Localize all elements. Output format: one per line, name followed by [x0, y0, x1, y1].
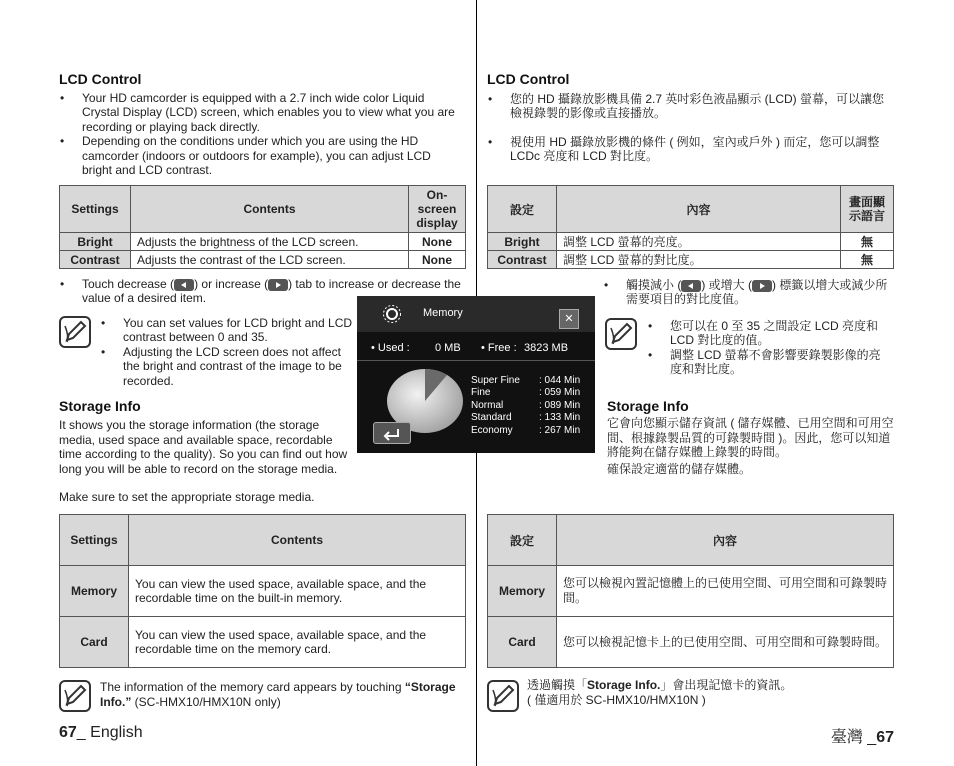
table-header: 設定 [488, 186, 557, 233]
list-item: • 您的 HD 攝錄放影機具備 2.7 英吋彩色液晶顯示 (LCD) 螢幕，可以讓您檢視錄製的影像或直接播放。 [487, 92, 892, 121]
table-header: Contents [131, 186, 409, 233]
table-cell: Adjusts the brightness of the LCD screen. [131, 233, 409, 251]
lcd-settings-table-zh [487, 185, 894, 269]
table-cell: Card [488, 617, 557, 668]
table-row [488, 566, 894, 617]
quality-name: Economy [471, 424, 513, 436]
lcd-note-list [100, 316, 356, 388]
footer-right [831, 724, 894, 747]
quality-time: : 133 Min [539, 412, 581, 424]
storage-settings-table [59, 514, 466, 668]
screen-title: Memory [423, 307, 463, 319]
decrease-icon [174, 279, 194, 291]
storage-paragraph-2-zh: 確保設定適當的儲存媒體。 [607, 462, 752, 476]
table-cell: None [409, 251, 466, 269]
lcd-control-heading: LCD Control [59, 71, 142, 87]
lcd-settings-table [59, 185, 466, 269]
list-item: • Your HD camcorder is equipped with a 2.7 inch wide color Liquid Crystal Display (LCD) screen, which enables you to view what you are recording or playing back directly. [59, 91, 459, 134]
table-cell: Contrast [488, 251, 557, 269]
table-cell: 您可以檢視內置記憶體上的已使用空間、可用空間和可錄製時間。 [557, 566, 894, 617]
lcd-bullet-list-zh [487, 92, 892, 164]
storage-info-screen [357, 296, 595, 453]
note-text: (SC-HMX10/HMX10N only) [131, 694, 281, 709]
lcd-note-list-zh [647, 319, 892, 377]
table-cell: Card [60, 617, 129, 668]
table-cell: Memory [488, 566, 557, 617]
note-text: 透過觸摸「 [527, 678, 588, 692]
table-row [488, 251, 894, 269]
note-text: 」會出現記憶卡的資訊。 [660, 678, 793, 692]
footer-language: _ English [76, 724, 143, 741]
table-row [60, 233, 466, 251]
table-row [488, 233, 894, 251]
table-header: Settings [60, 186, 131, 233]
list-item [471, 412, 589, 424]
quality-time: : 267 Min [539, 424, 581, 436]
table-cell: 無 [841, 233, 894, 251]
free-value: 3823 MB [524, 342, 569, 354]
list-item: • You can set values for LCD bright and LCD contrast between 0 and 35. [100, 316, 356, 345]
table-cell: 您可以檢視記憶卡上的已使用空間、可用空間和可錄製時間。 [557, 617, 894, 668]
storage-paragraph: It shows you the storage information (the storage media, used space and available space, recordable time according to the quality). So you can find out how long you will be able to record on the storage media. [59, 418, 348, 476]
list-item: • 您可以在 0 至 35 之間設定 LCD 亮度和 LCD 對比度的值。 [647, 319, 892, 348]
storage-paragraph-zh: 它會向您顯示儲存資訊 ( 儲存媒體、已用空間和可用空間、根據錄製品質的可錄製時間 )。因此，您可以知道將能夠在儲存媒體上錄製的時間。 [607, 416, 894, 460]
list-item: • Adjusting the LCD screen does not affect the bright and contrast of the image to be recorded. [100, 345, 356, 388]
gear-icon [382, 304, 402, 324]
table-header: 設定 [488, 515, 557, 566]
lcd-control-heading-zh: LCD Control [487, 71, 570, 87]
decrease-icon [681, 280, 701, 292]
table-cell: 無 [841, 251, 894, 269]
list-item: • Depending on the conditions under which you are using the HD camcorder (indoors or outdoors for example), you can adjust LCD bright and LCD contrast. [59, 134, 459, 177]
table-cell: Bright [488, 233, 557, 251]
footer-left [59, 724, 143, 742]
touch-text-pre: Touch decrease ( [82, 277, 175, 291]
page-number: 67 [59, 724, 77, 741]
table-cell: 調整 LCD 螢幕的對比度。 [557, 251, 841, 269]
list-item: • 調整 LCD 螢幕不會影響要錄製影像的亮度和對比度。 [647, 348, 892, 377]
table-header: 內容 [557, 515, 894, 566]
note-icon [59, 680, 91, 712]
list-item [471, 375, 589, 387]
increase-icon [752, 280, 772, 292]
table-cell: Contrast [60, 251, 131, 269]
table-cell: You can view the used space, available space, and the recordable time on the built-in memory. [129, 566, 466, 617]
list-item [471, 387, 589, 399]
list-item [471, 425, 589, 437]
table-cell: Bright [60, 233, 131, 251]
note-icon [605, 318, 637, 350]
table-header: On-screen display [409, 186, 466, 233]
note-text: The information of the memory card appears by touching [100, 680, 405, 694]
table-row [60, 251, 466, 269]
quality-time: : 089 Min [539, 399, 581, 411]
quality-name: Standard [471, 412, 512, 424]
quality-list [471, 375, 589, 437]
touch-text-post: ) tab to increase or decrease the value of a desired item. [82, 277, 461, 306]
touch-bullet-list-zh [603, 278, 893, 307]
touch-text-pre: 觸摸減小 ( [626, 278, 682, 292]
free-label: • Free : [481, 342, 517, 354]
used-value: 0 MB [435, 342, 461, 354]
storage-settings-table-zh [487, 514, 894, 668]
note-bold: “Storage Info.” [100, 680, 456, 709]
note-text: ( 僅適用於 SC-HMX10/HMX10N ) [527, 692, 706, 707]
table-row [60, 617, 466, 668]
page-number: 67 [876, 729, 894, 746]
table-cell: You can view the used space, available space, and the recordable time on the memory card. [129, 617, 466, 668]
close-button[interactable]: ✕ [559, 309, 579, 329]
touch-text-mid: ) or increase ( [194, 277, 269, 291]
table-row [488, 617, 894, 668]
back-button[interactable] [373, 422, 411, 444]
touch-text-post: ) 標籤以增大或減少所需要項目的對比度值。 [626, 278, 888, 307]
quality-name: Super Fine [471, 375, 520, 386]
return-icon [374, 423, 410, 443]
quality-name: Normal [471, 399, 504, 411]
storage-info-heading-zh: Storage Info [607, 398, 689, 414]
storage-paragraph-2: Make sure to set the appropriate storage media. [59, 490, 315, 504]
lcd-bullet-list [59, 91, 459, 177]
quality-time: : 044 Min [539, 375, 581, 386]
note-icon [487, 680, 519, 712]
table-row [60, 566, 466, 617]
list-item [603, 278, 893, 307]
table-cell: Adjusts the contrast of the LCD screen. [131, 251, 409, 269]
table-cell: Memory [60, 566, 129, 617]
table-header: 內容 [557, 186, 841, 233]
quality-name: Fine [471, 387, 491, 399]
note-bold: Storage Info. [587, 678, 661, 692]
touch-text-mid: ) 或增大 ( [701, 278, 753, 292]
storage-note-zh [527, 678, 887, 707]
storage-info-heading: Storage Info [59, 398, 141, 414]
table-header: Settings [60, 515, 129, 566]
used-label: • Used : [371, 342, 410, 354]
increase-icon [268, 279, 288, 291]
note-icon [59, 316, 91, 348]
table-cell: None [409, 233, 466, 251]
list-item: • 視使用 HD 攝錄放影機的條件 ( 例如，室內或戶外 ) 而定，您可以調整 LCDc 亮度和 LCD 對比度。 [487, 135, 892, 164]
storage-note [100, 680, 470, 709]
table-header: Contents [129, 515, 466, 566]
table-header: 畫面顯示語言 [841, 186, 894, 233]
quality-time: : 059 Min [539, 387, 581, 399]
footer-language: 臺灣 _ [830, 729, 877, 746]
table-cell: 調整 LCD 螢幕的亮度。 [557, 233, 841, 251]
screen-divider [357, 360, 595, 361]
list-item [471, 400, 589, 412]
